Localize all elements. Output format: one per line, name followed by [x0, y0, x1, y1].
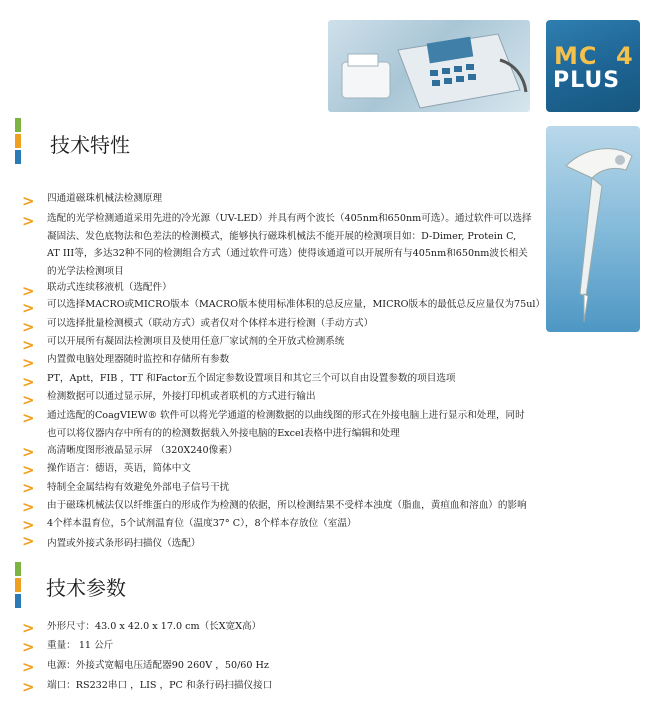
feature-item-text: 内置或外接式条形码扫描仪（选配） [47, 538, 201, 549]
feature-item-text: 4个样本温育位，5个试剂温育位（温度37° C），8个样本存放位（室温） [47, 518, 357, 529]
feature-item-text: 的光学法检测项目 [47, 265, 124, 277]
spec-item-text: 端口：RS232串口 ，LIS ，PC 和条行码扫描仪接口 [47, 680, 273, 691]
logo-number: 4 [616, 42, 633, 70]
pipette-product-photo [546, 126, 640, 332]
feature-item-text: 特制全金属结构有效避免外部电子信号干扰 [47, 482, 230, 493]
bullet-arrow-icon: > [22, 391, 35, 409]
bullet-arrow-icon: > [22, 532, 35, 550]
analyzer-product-photo [328, 20, 530, 112]
bullet-arrow-icon: > [22, 409, 35, 427]
feature-item-text: 内置微电脑处理器随时监控和存储所有参数 [47, 354, 230, 365]
bullet-arrow-icon: > [22, 373, 35, 391]
feature-item-text: 检测数据可以通过显示屏，外接打印机或者联机的方式进行输出 [47, 391, 316, 402]
feature-item-text: PT，Aptt，FIB ，TT 和Factor五个固定参数设置项目和其它三个可以自由设置参数的项目选项 [47, 373, 456, 384]
bullet-arrow-icon: > [22, 498, 35, 516]
bullet-arrow-icon: > [22, 282, 35, 300]
feature-item-text: 可以选择MACRO或MICRO版本（MACRO版本使用标准体积的总反应量，MICRO版本的最低总反应量仅为75ul） [47, 299, 546, 310]
logo-plus-text: PLUS [553, 68, 621, 93]
feature-item-text: 高清晰度图形液晶显示屏 （320X240像素） [47, 445, 238, 456]
bullet-arrow-icon: > [22, 318, 35, 336]
bullet-arrow-icon: > [22, 336, 35, 354]
specs-heading: 技术参数 [46, 576, 126, 600]
bullet-arrow-icon: > [22, 192, 35, 210]
section-marker-features [15, 118, 21, 164]
bullet-arrow-icon: > [22, 212, 35, 230]
feature-item-text: 可以开展所有凝固法检测项目及使用任意厂家试剂的全开放式检测系统 [47, 336, 345, 347]
feature-item-text: 凝固法、发色底物法和色差法的检测模式，能够执行磁珠机械法不能开展的检测项目如：D-Dimer, Protein C, [47, 230, 517, 242]
bullet-arrow-icon: > [22, 479, 35, 497]
feature-item-text: 选配的光学检测通道采用先进的冷光源（UV-LED）并具有两个波长（405nm和650nm可选）。通过软件可以选择 [47, 213, 532, 224]
bullet-arrow-icon: > [22, 619, 35, 637]
spec-item-text: 重量： 11 公斤 [47, 640, 114, 651]
bullet-arrow-icon: > [22, 354, 35, 372]
feature-item-text: 可以选择批量检测模式（联动方式）或者仅对个体样本进行检测（手动方式） [47, 318, 374, 329]
pipette-illustration [546, 126, 640, 332]
section-marker-specs [15, 562, 21, 608]
bullet-arrow-icon: > [22, 299, 35, 317]
feature-item-text: 联动式连续移液机（选配件） [47, 282, 172, 293]
spec-item-text: 外形尺寸：43.0 x 42.0 x 17.0 cm（长X宽X高） [47, 621, 262, 632]
feature-item-text: 由于磁珠机械法仅以纤维蛋白的形成作为检测的依据，所以检测结果不受样本浊度（脂血，黄疸血和溶血）的影响 [47, 500, 527, 511]
bullet-arrow-icon: > [22, 516, 35, 534]
feature-item-text: 操作语言：德语，英语，简体中文 [47, 463, 191, 474]
bullet-arrow-icon: > [22, 461, 35, 479]
logo-mc-text: MC [554, 42, 598, 70]
bullet-arrow-icon: > [22, 638, 35, 656]
analyzer-illustration [328, 20, 530, 112]
bullet-arrow-icon: > [22, 443, 35, 461]
spec-item-text: 电源：外接式宽幅电压适配器90 260V ，50/60 Hz [47, 660, 269, 671]
bullet-arrow-icon: > [22, 658, 35, 676]
feature-item-text: 通过选配的CoagVIEW® 软件可以将光学通道的检测数据的以曲线图的形式在外接电脑上进行显示和处理，同时 [47, 410, 525, 421]
feature-item-text: 四通道磁珠机械法检测原理 [47, 193, 163, 204]
mc4-plus-logo [546, 20, 640, 112]
bullet-arrow-icon: > [22, 678, 35, 696]
feature-item-text: 也可以将仪器内存中所有的的检测数据载入外接电脑的Excel表格中进行编辑和处理 [47, 427, 400, 439]
features-heading: 技术特性 [50, 133, 130, 157]
feature-item-text: AT III等，多达32种不同的检测组合方式（通过软件可选）使得该通道可以开展所有与405nm和650nm波长相关 [47, 248, 528, 259]
